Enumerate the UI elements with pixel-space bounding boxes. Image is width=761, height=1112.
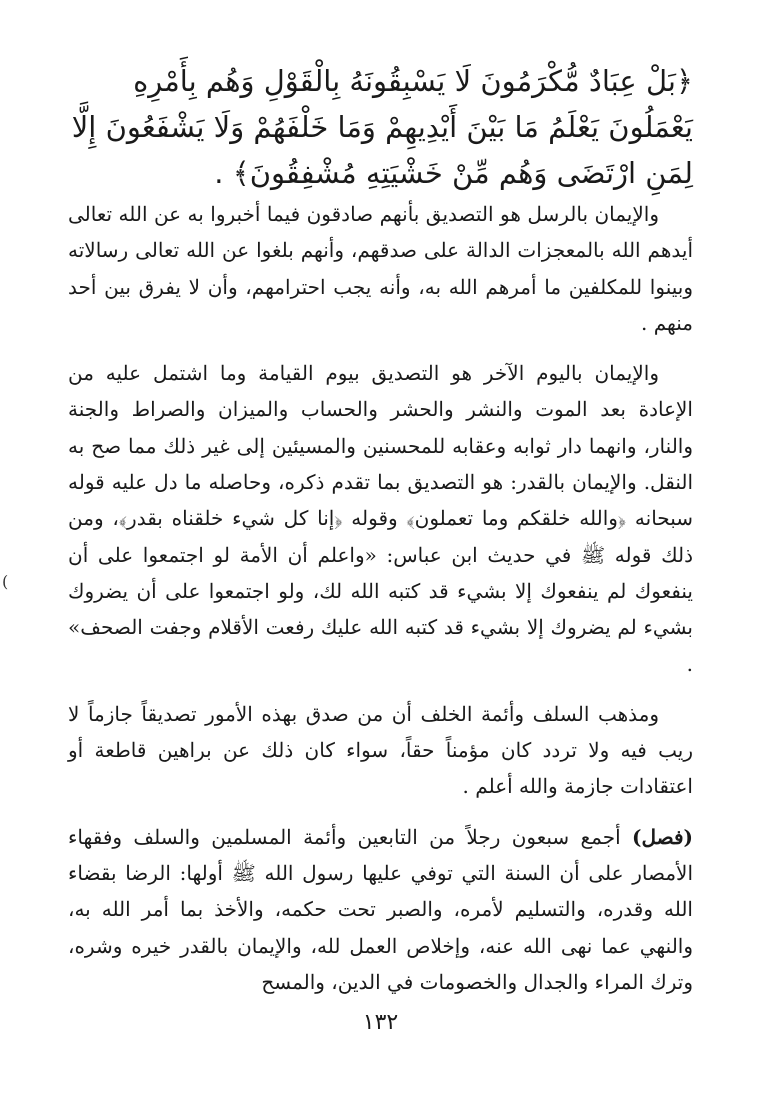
margin-mark: ( bbox=[2, 572, 9, 591]
verse-close-bracket: ﴾ bbox=[232, 156, 250, 190]
page-body bbox=[68, 58, 693, 1000]
quran-verse bbox=[68, 58, 693, 196]
fasl-text: أجمع سبعون رجلاً من التابعين وأئمة المسلمين والسلف وفقهاء الأمصار على أن السنة التي توفي عليها رسول الله ﷺ أولها: الرضا بقضاء الله وقدره، والتسليم لأمره، والصبر تحت حكمه، والأخذ بما أمر الله به، والنهي عما نهى الله عنه، وإخلاص العمل لله، والإيمان بالقدر خيره وشره، وترك المراء والجدال والخصومات في الدين، والمسح bbox=[68, 824, 693, 994]
paragraph-last-day: والإيمان باليوم الآخر هو التصديق بيوم القيامة وما اشتمل عليه من الإعادة بعد الموت والنشر والحشر والحساب والميزان والصراط والجنة والنار، وانهما دار ثوابه وعقابه للمحسنين والمسيئين إلى غير ذلك مما صح به النقل. والإيمان بالقدر: هو التصديق بما تقدم ذكره، وحاصله ما دل عليه قوله سبحانه ﴿والله خلقكم وما تعملون﴾ وقوله ﴿إنا كل شيء خلقناه بقدر﴾، ومن ذلك قوله ﷺ في حديث ابن عباس: «واعلم أن الأمة لو اجتمعوا على أن ينفعوك لم ينفعوك إلا بشيء قد كتبه الله لك، ولو اجتمعوا على أن يضروك بشيء لم يضروك إلا بشيء قد كتبه الله عليك رفعت الأقلام وجفت الصحف» . bbox=[68, 361, 693, 676]
paragraph-fasl bbox=[68, 819, 693, 1000]
fasl-label: (فصل) bbox=[632, 824, 693, 849]
verse-text: بَلْ عِبَادٌ مُّكْرَمُونَ لَا يَسْبِقُونَهُ بِالْقَوْلِ وَهُم بِأَمْرِهِ يَعْمَلُونَ يَعْلَمُ مَا بَيْنَ أَيْدِيهِمْ وَمَا خَلْفَهُمْ وَلَا يَشْفَعُونَ إِلَّا لِمَنِ ارْتَضَى وَهُم مِّنْ خَشْيَتِهِ مُشْفِقُونَ bbox=[71, 64, 693, 190]
paragraph-salaf: ومذهب السلف وأئمة الخلف أن من صدق بهذه الأمور تصديقاً جازماً لا ريب فيه ولا تردد كان مؤمناً حقاً، سواء كان ذلك عن براهين قاطعة أو اعتقادات جازمة والله أعلم . bbox=[68, 701, 693, 799]
verse-end: . bbox=[214, 156, 233, 190]
paragraph-messengers: والإيمان بالرسل هو التصديق بأنهم صادقون فيما أخبروا به عن الله تعالى أيدهم الله بالمعجزات الدالة على صدقهم، وأنهم بلغوا عن الله تعالى رسالاته وبينوا للمكلفين ما أمرهم الله به، وأنه يجب احترامهم، وأن لا يفرق بين أحد منهم . bbox=[68, 202, 693, 335]
page-number: ١٣٢ bbox=[362, 1010, 399, 1035]
verse-open-bracket: ﴿ bbox=[676, 64, 693, 98]
